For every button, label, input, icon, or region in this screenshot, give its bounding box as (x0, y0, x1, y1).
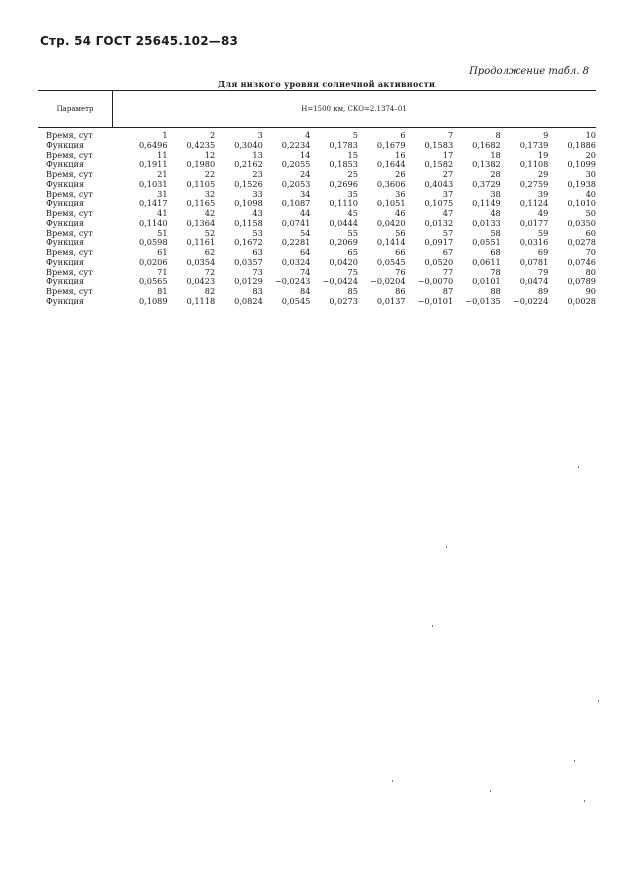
table-cell: 0,1672 (234, 237, 263, 248)
table-cell: 3 (257, 130, 263, 140)
table-cell: 64 (299, 247, 311, 257)
table-cell: 0,0324 (281, 256, 311, 267)
row-label: Время, сут (46, 227, 93, 238)
table-cell: 0,0133 (472, 217, 501, 228)
table-cell: 88 (490, 286, 501, 296)
table-cell: 0,0137 (376, 295, 406, 306)
table-cell: 47 (442, 208, 454, 218)
table-cell: 77 (442, 266, 454, 277)
table-cell: 22 (204, 169, 216, 179)
table-cell: 76 (395, 266, 406, 277)
table-cell: 65 (347, 247, 358, 257)
table-cell: 0,0444 (329, 217, 358, 228)
table-cell: 0,0129 (234, 276, 263, 287)
table-cell: 0,0420 (376, 217, 406, 228)
table-cell: 0,1911 (138, 159, 168, 170)
table-cell: 0,4043 (424, 178, 454, 189)
table-cell: 41 (157, 208, 168, 218)
table-cell: 0,2281 (281, 237, 311, 248)
table-cell: 85 (347, 286, 358, 296)
table-cell: 0,1644 (376, 159, 406, 170)
table-cell: 0,0316 (519, 237, 549, 248)
continuation-note: Продолжение табл. 8 (469, 66, 589, 77)
table-cell: 10 (585, 130, 596, 140)
table-row (46, 151, 596, 161)
table-cell: 6 (400, 130, 406, 140)
table-cell: −0,0101 (417, 295, 454, 306)
table-cell: 73 (252, 266, 263, 277)
table-cell: 0,1031 (138, 178, 168, 189)
table-cell: 66 (395, 247, 406, 257)
table-cell: 83 (252, 286, 263, 296)
table-cell: 0,2162 (234, 159, 263, 170)
table-cell: 0,0611 (472, 256, 501, 267)
table-cell: 0,0420 (329, 256, 358, 267)
table-cell: 12 (204, 149, 216, 160)
table-cell: 4 (305, 130, 311, 140)
table-cell: 69 (537, 247, 549, 257)
table-cell: 46 (395, 208, 406, 218)
row-label: Функция (46, 256, 85, 267)
row-label: Функция (46, 139, 85, 150)
table-cell: 9 (543, 130, 549, 140)
row-label: Время, сут (46, 208, 93, 218)
scan-speck (584, 800, 585, 802)
table-cell: 53 (252, 227, 263, 238)
table-cell: 0,1099 (567, 159, 596, 170)
table-cell: 0,0474 (519, 276, 549, 287)
table-cell: 90 (585, 286, 596, 296)
table-cell: 0,0741 (281, 217, 311, 228)
table-cell: 34 (299, 188, 311, 199)
table-cell: 0,0357 (234, 256, 263, 267)
table-cell: 61 (157, 247, 168, 257)
table-cell: 49 (537, 208, 549, 218)
table-cell: −0,0135 (465, 295, 501, 306)
table-cell: 52 (204, 227, 216, 238)
scan-speck (578, 466, 579, 468)
table-cell: −0,0070 (417, 276, 454, 287)
table-cell: 0,0824 (234, 295, 263, 306)
table-cell: 0,0917 (424, 237, 454, 248)
table-cell: 0,1938 (567, 178, 596, 189)
scan-speck (574, 760, 575, 762)
table-row (46, 131, 596, 141)
table-cell: 0,0789 (567, 276, 596, 287)
table-cell: 82 (204, 286, 216, 296)
table-cell: 86 (395, 286, 406, 296)
table-cell: 0,1583 (424, 139, 454, 150)
table-cell: 0,1853 (329, 159, 358, 170)
table-cell: 0,0598 (138, 237, 168, 248)
table-row (46, 238, 596, 248)
table-row (46, 248, 596, 258)
table-cell: 79 (537, 266, 549, 277)
param-column-header: Параметр (38, 91, 113, 127)
table-cell: 15 (347, 149, 358, 160)
table-cell: 27 (442, 169, 454, 179)
table-cell: 72 (204, 266, 216, 277)
table-cell: 14 (299, 149, 311, 160)
table-cell: 11 (157, 149, 168, 160)
table-cell: 2 (209, 130, 216, 140)
table-cell: 0,2069 (329, 237, 358, 248)
table-cell: 23 (252, 169, 263, 179)
table-cell: 0,1364 (186, 217, 216, 228)
table-cell: 21 (157, 169, 168, 179)
table-row (46, 297, 596, 307)
table-cell: 0,3729 (472, 178, 501, 189)
table-cell: 54 (299, 227, 311, 238)
table-cell: 68 (490, 247, 501, 257)
page-header: Стр. 54 ГОСТ 25645.102—83 (40, 34, 239, 48)
table-cell: 39 (537, 188, 549, 199)
table-cell: 38 (490, 188, 501, 199)
table-cell: 36 (395, 188, 406, 199)
table-cell: 7 (447, 130, 454, 140)
scan-speck (490, 790, 491, 792)
table-cell: 0,0423 (186, 276, 216, 287)
table-cell: 0,1739 (519, 139, 549, 150)
row-label: Функция (46, 295, 85, 306)
table-cell: 20 (585, 149, 596, 160)
table-row (46, 268, 596, 278)
table-row (46, 160, 596, 170)
table-cell: −0,0424 (322, 276, 358, 287)
table-cell: 0,0028 (567, 295, 596, 306)
table-cell: 33 (252, 188, 263, 199)
table-row (46, 219, 596, 229)
table-cell: 44 (299, 208, 311, 218)
table-cell: 0,1089 (138, 295, 168, 306)
data-table (46, 131, 596, 307)
table-cell: 80 (585, 266, 596, 277)
table-cell: 78 (490, 266, 501, 277)
table-row (46, 209, 596, 219)
table-header (38, 90, 596, 128)
table-cell: 24 (299, 169, 311, 179)
table-cell: 60 (585, 227, 596, 238)
table-cell: 0,0354 (186, 256, 216, 267)
table-cell: 8 (495, 130, 501, 140)
table-row (46, 141, 596, 151)
table-cell: 13 (252, 149, 263, 160)
table-cell: 0,0545 (281, 295, 311, 306)
table-cell: 0,1980 (186, 159, 216, 170)
table-cell: 25 (347, 169, 358, 179)
table-cell: 67 (442, 247, 454, 257)
table-cell: 75 (347, 266, 358, 277)
table-cell: 0,2234 (281, 139, 311, 150)
table-cell: 32 (204, 188, 216, 199)
table-cell: 0,0278 (567, 237, 596, 248)
table-row (46, 258, 596, 268)
table-cell: 0,4235 (186, 139, 216, 150)
table-cell: 0,0101 (472, 276, 501, 287)
table-row (46, 190, 596, 200)
row-label: Функция (46, 237, 85, 248)
row-label: Функция (46, 159, 85, 170)
table-cell: 71 (157, 266, 168, 277)
table-cell: 63 (252, 247, 263, 257)
table-cell: 0,0350 (567, 217, 596, 228)
table-cell: 30 (585, 169, 596, 179)
table-cell: 0,3606 (376, 178, 406, 189)
table-cell: 0,0273 (329, 295, 358, 306)
table-cell: 0,0565 (138, 276, 168, 287)
table-cell: 0,2055 (281, 159, 311, 170)
table-cell: 48 (490, 208, 501, 218)
table-cell: 0,0177 (519, 217, 549, 228)
table-cell: 0,1417 (138, 198, 168, 209)
table-cell: 17 (442, 149, 454, 160)
table-cell: 37 (442, 188, 454, 199)
table-cell: 0,1118 (186, 295, 216, 306)
table-cell: 0,1010 (567, 198, 596, 209)
table-cell: 55 (347, 227, 358, 238)
table-cell: 0,1414 (376, 237, 406, 248)
scan-speck (446, 546, 447, 548)
table-cell: 0,2696 (329, 178, 358, 189)
table-cell: 0,1051 (376, 198, 406, 209)
table-cell: 0,1886 (567, 139, 596, 150)
table-row (46, 180, 596, 190)
table-cell: 0,1124 (519, 198, 549, 209)
table-cell: 0,0520 (424, 256, 454, 267)
table-cell: 51 (157, 227, 168, 238)
table-cell: 18 (490, 149, 501, 160)
row-label: Время, сут (46, 247, 93, 257)
table-cell: 0,0551 (472, 237, 501, 248)
row-label: Функция (46, 217, 85, 228)
table-cell: 0,1110 (329, 198, 358, 209)
table-cell: 31 (157, 188, 168, 199)
row-label: Время, сут (46, 188, 93, 199)
table-cell: 0,1108 (519, 159, 549, 170)
table-cell: 28 (490, 169, 501, 179)
table-caption: Для низкого уровня солнечной активности (218, 79, 436, 89)
table-cell: 0,1783 (329, 139, 358, 150)
table-row (46, 277, 596, 287)
table-row (46, 229, 596, 239)
table-cell: 0,1682 (472, 139, 501, 150)
table-cell: 0,1526 (234, 178, 263, 189)
row-label: Время, сут (46, 169, 93, 179)
row-label: Время, сут (46, 149, 93, 160)
table-cell: 0,1098 (234, 198, 263, 209)
table-cell: 5 (352, 130, 358, 140)
table-cell: 0,0206 (138, 256, 168, 267)
table-cell: 0,1679 (376, 139, 406, 150)
table-cell: 29 (537, 169, 549, 179)
table-cell: 0,0132 (424, 217, 454, 228)
table-cell: 0,1382 (472, 159, 501, 170)
table-cell: 84 (299, 286, 311, 296)
table-cell: 74 (299, 266, 311, 277)
scan-speck (598, 700, 599, 702)
row-label: Время, сут (46, 130, 93, 140)
table-cell: −0,0224 (512, 295, 549, 306)
table-cell: 19 (537, 149, 549, 160)
table-cell: 0,0746 (567, 256, 596, 267)
row-label: Функция (46, 198, 85, 209)
table-cell: 50 (585, 208, 596, 218)
table-cell: 56 (395, 227, 406, 238)
table-cell: 0,0781 (519, 256, 549, 267)
table-cell: 40 (585, 188, 596, 199)
table-cell: 58 (490, 227, 501, 238)
table-cell: 42 (204, 208, 216, 218)
table-cell: 0,1087 (281, 198, 311, 209)
table-cell: 0,3040 (234, 139, 263, 150)
table-cell: 0,2053 (281, 178, 311, 189)
row-label: Функция (46, 178, 85, 189)
table-cell: 0,2759 (519, 178, 549, 189)
table-row (46, 170, 596, 180)
table-cell: 0,0545 (376, 256, 406, 267)
table-cell: 0,1149 (472, 198, 501, 209)
table-cell: 0,1105 (186, 178, 216, 189)
table-cell: 26 (395, 169, 406, 179)
row-label: Функция (46, 276, 85, 287)
table-cell: 43 (252, 208, 263, 218)
table-cell: 89 (537, 286, 549, 296)
scan-speck (392, 780, 393, 782)
table-cell: 62 (204, 247, 216, 257)
table-cell: 0,1582 (424, 159, 454, 170)
condition-header: H=1500 км, СКО=2.1374–01 (301, 105, 407, 113)
table-cell: 81 (157, 286, 168, 296)
scan-speck (432, 625, 433, 627)
table-cell: 16 (395, 149, 406, 160)
table-cell: 1 (162, 130, 168, 140)
table-cell: 0,1075 (424, 198, 454, 209)
table-cell: 35 (347, 188, 358, 199)
table-row (46, 199, 596, 209)
table-cell: −0,0204 (370, 276, 406, 287)
table-cell: 45 (347, 208, 358, 218)
table-cell: 0,1161 (186, 237, 216, 248)
row-label: Время, сут (46, 266, 93, 277)
table-cell: 0,1158 (234, 217, 263, 228)
table-cell: 0,1140 (138, 217, 168, 228)
table-cell: 57 (442, 227, 454, 238)
table-cell: −0,0243 (274, 276, 311, 287)
row-label: Время, сут (46, 286, 93, 296)
table-cell: 70 (585, 247, 596, 257)
table-cell: 0,1165 (186, 198, 216, 209)
table-cell: 59 (537, 227, 549, 238)
table-cell: 0,6496 (138, 139, 168, 150)
table-cell: 87 (442, 286, 454, 296)
